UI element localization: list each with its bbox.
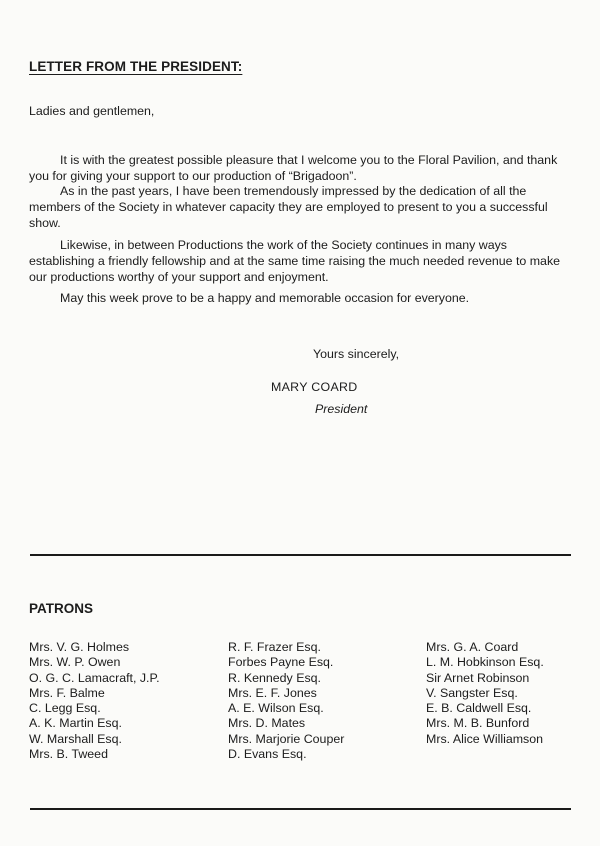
letter-heading: LETTER FROM THE PRESIDENT:: [29, 59, 243, 74]
patrons-column-2: [228, 640, 344, 762]
patron-name: Forbes Payne Esq.: [228, 655, 334, 670]
signer-name: MARY COARD: [271, 380, 358, 394]
patron-name: Sir Arnet Robinson: [426, 670, 530, 685]
salutation: Ladies and gentlemen,: [29, 104, 155, 118]
patron-name: A. E. Wilson Esq.: [228, 701, 324, 716]
patron-name: Mrs. Marjorie Couper: [228, 731, 345, 746]
patron-name: R. Kennedy Esq.: [228, 670, 321, 685]
patron-name: V. Sangster Esq.: [426, 685, 518, 700]
letter-paragraph-4: [29, 290, 574, 306]
patron-name: Mrs. D. Mates: [228, 716, 306, 731]
letter-paragraph-1: [29, 152, 574, 184]
patron-name: L. M. Hobkinson Esq.: [426, 655, 544, 670]
patron-name: W. Marshall Esq.: [29, 731, 122, 746]
divider-bottom: [30, 808, 571, 810]
patron-name: O. G. C. Lamacraft, J.P.: [29, 670, 160, 685]
paragraph-text: As in the past years, I have been tremendously impressed by the dedication of all the members of the Society in whatever capacity they are employed to present to you a successful show.: [29, 184, 548, 230]
patrons-column-3: [426, 640, 544, 747]
patron-name: Mrs. F. Balme: [29, 685, 105, 700]
patron-name: Mrs. E. F. Jones: [228, 685, 317, 700]
letter-closing: Yours sincerely,: [313, 347, 400, 361]
patron-name: Mrs. V. G. Holmes: [29, 640, 130, 654]
patron-name: R. F. Frazer Esq.: [228, 640, 321, 654]
patron-name: Mrs. W. P. Owen: [29, 655, 121, 670]
patron-name: Mrs. Alice Williamson: [426, 731, 544, 746]
signer-title: President: [315, 402, 368, 416]
patron-name: Mrs. B. Tweed: [29, 747, 108, 762]
divider-top: [30, 554, 571, 556]
letter-paragraph-3: [29, 237, 574, 285]
patron-name: Mrs. G. A. Coard: [426, 640, 519, 654]
letter-paragraph-2: [29, 183, 574, 231]
patrons-column-1: [29, 640, 160, 762]
paragraph-text: May this week prove to be a happy and memorable occasion for everyone.: [60, 291, 470, 305]
patron-name: D. Evans Esq.: [228, 747, 307, 762]
patron-name: Mrs. M. B. Bunford: [426, 716, 530, 731]
patron-name: E. B. Caldwell Esq.: [426, 701, 532, 716]
patron-name: A. K. Martin Esq.: [29, 716, 122, 731]
paragraph-text: It is with the greatest possible pleasure that I welcome you to the Floral Pavilion, and thank you for giving your support to our production of “Brigadoon”.: [29, 153, 558, 183]
paragraph-text: Likewise, in between Productions the work of the Society continues in many ways establishing a friendly fellowship and at the same time raising the much needed revenue to make our productions worthy of your support and enjoyment.: [29, 238, 561, 284]
patrons-heading: PATRONS: [29, 601, 93, 616]
patron-name: C. Legg Esq.: [29, 701, 101, 716]
